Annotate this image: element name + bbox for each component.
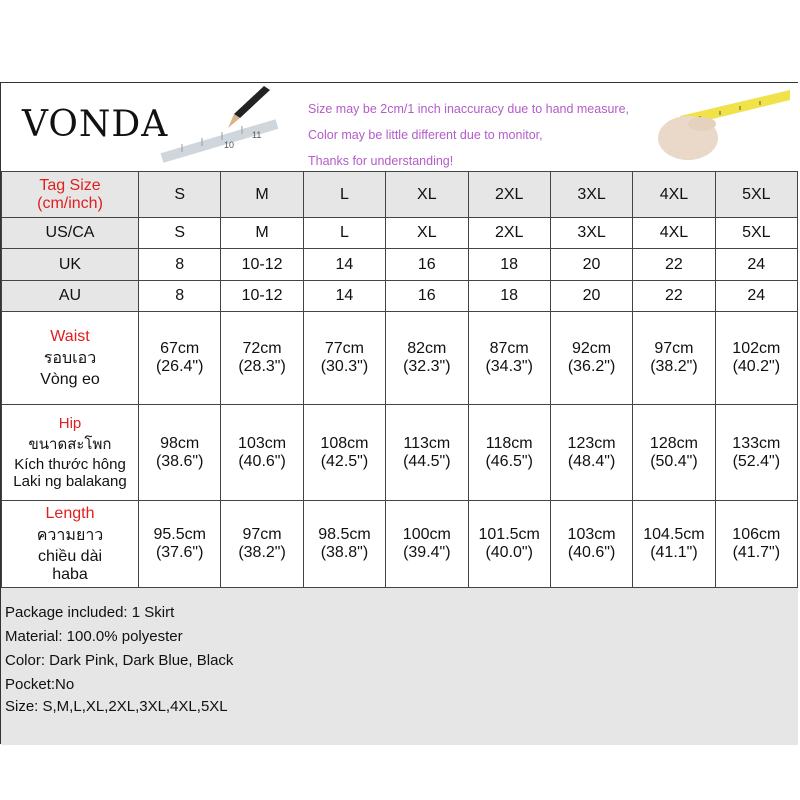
au-cell: 24 bbox=[715, 281, 797, 312]
us-cell: XL bbox=[386, 218, 468, 249]
uk-label: UK bbox=[2, 249, 139, 281]
hip-cell: 118cm (46.5") bbox=[468, 405, 550, 501]
note-line-3: Thanks for understanding! bbox=[308, 154, 454, 168]
uk-cell: 14 bbox=[303, 249, 385, 281]
au-cell: 14 bbox=[303, 281, 385, 312]
ruler-mark-2: 11 bbox=[252, 130, 262, 140]
hip-row bbox=[2, 405, 798, 501]
au-cell: 10-12 bbox=[221, 281, 303, 312]
waist-cell: 82cm (32.3") bbox=[386, 312, 468, 405]
waist-cell: 77cm (30.3") bbox=[303, 312, 385, 405]
waist-cell: 102cm (40.2") bbox=[715, 312, 797, 405]
length-cell: 95.5cm (37.6") bbox=[139, 501, 221, 588]
au-row bbox=[2, 281, 798, 312]
size-table bbox=[1, 171, 798, 588]
package-info: Package included: 1 Skirt bbox=[5, 604, 175, 621]
au-cell: 18 bbox=[468, 281, 550, 312]
au-cell: 8 bbox=[139, 281, 221, 312]
size-cell: L bbox=[303, 172, 385, 218]
tag-size-row bbox=[2, 172, 798, 218]
length-cell: 98.5cm (38.8") bbox=[303, 501, 385, 588]
color-info: Color: Dark Pink, Dark Blue, Black bbox=[5, 652, 234, 669]
length-label: Length ความยาว chiều dài haba bbox=[2, 501, 139, 588]
au-label: AU bbox=[2, 281, 139, 312]
waist-cell: 87cm (34.3") bbox=[468, 312, 550, 405]
us-cell: 3XL bbox=[550, 218, 632, 249]
hip-cell: 113cm (44.5") bbox=[386, 405, 468, 501]
hip-cell: 128cm (50.4") bbox=[633, 405, 715, 501]
uk-cell: 24 bbox=[715, 249, 797, 281]
measurement-notes bbox=[308, 96, 629, 174]
au-cell: 20 bbox=[550, 281, 632, 312]
uk-cell: 16 bbox=[386, 249, 468, 281]
note-line-2: Color may be little different due to monitor, bbox=[308, 128, 543, 142]
us-cell: 2XL bbox=[468, 218, 550, 249]
uk-cell: 22 bbox=[633, 249, 715, 281]
length-cell: 101.5cm (40.0") bbox=[468, 501, 550, 588]
note-line-1: Size may be 2cm/1 inch inaccuracy due to hand measure, bbox=[308, 102, 630, 116]
us-cell: M bbox=[221, 218, 303, 249]
size-info: Size: S,M,L,XL,2XL,3XL,4XL,5XL bbox=[5, 698, 228, 715]
hip-cell: 98cm (38.6") bbox=[139, 405, 221, 501]
us-cell: S bbox=[139, 218, 221, 249]
tag-size-label: Tag Size (cm/inch) bbox=[2, 172, 139, 218]
waist-cell: 92cm (36.2") bbox=[550, 312, 632, 405]
uk-cell: 20 bbox=[550, 249, 632, 281]
uk-cell: 10-12 bbox=[221, 249, 303, 281]
size-cell: 3XL bbox=[550, 172, 632, 218]
size-cell: M bbox=[221, 172, 303, 218]
size-cell: 2XL bbox=[468, 172, 550, 218]
length-cell: 100cm (39.4") bbox=[386, 501, 468, 588]
uk-cell: 8 bbox=[139, 249, 221, 281]
us-row bbox=[2, 218, 798, 249]
us-cell: 5XL bbox=[715, 218, 797, 249]
us-cell: 4XL bbox=[633, 218, 715, 249]
au-cell: 22 bbox=[633, 281, 715, 312]
waist-row bbox=[2, 312, 798, 405]
waist-cell: 72cm (28.3") bbox=[221, 312, 303, 405]
hip-cell: 103cm (40.6") bbox=[221, 405, 303, 501]
length-cell: 97cm (38.2") bbox=[221, 501, 303, 588]
waist-cell: 67cm (26.4") bbox=[139, 312, 221, 405]
size-cell: S bbox=[139, 172, 221, 218]
hip-label: Hip ขนาดสะโพก Kích thước hông Laki ng balakang bbox=[2, 405, 139, 501]
size-cell: 5XL bbox=[715, 172, 797, 218]
length-cell: 104.5cm (41.1") bbox=[633, 501, 715, 588]
waist-label: Waist รอบเอว Vòng eo bbox=[2, 312, 139, 405]
ruler-mark-1: 10 bbox=[224, 140, 235, 150]
uk-row bbox=[2, 249, 798, 281]
us-label: US/CA bbox=[2, 218, 139, 249]
au-cell: 16 bbox=[386, 281, 468, 312]
waist-cell: 97cm (38.2") bbox=[633, 312, 715, 405]
hand-tape-measure-icon bbox=[640, 86, 790, 166]
length-row bbox=[2, 501, 798, 588]
size-cell: 4XL bbox=[633, 172, 715, 218]
size-cell: XL bbox=[386, 172, 468, 218]
pencil-ruler-icon bbox=[152, 86, 282, 166]
material-info: Material: 100.0% polyester bbox=[5, 628, 183, 645]
hip-cell: 108cm (42.5") bbox=[303, 405, 385, 501]
hip-cell: 133cm (52.4") bbox=[715, 405, 797, 501]
pocket-info: Pocket:No bbox=[5, 676, 75, 693]
hip-cell: 123cm (48.4") bbox=[550, 405, 632, 501]
us-cell: L bbox=[303, 218, 385, 249]
brand-logo: VONDA bbox=[22, 104, 169, 145]
product-info-panel bbox=[1, 587, 798, 745]
length-cell: 103cm (40.6") bbox=[550, 501, 632, 588]
length-cell: 106cm (41.7") bbox=[715, 501, 797, 588]
uk-cell: 18 bbox=[468, 249, 550, 281]
